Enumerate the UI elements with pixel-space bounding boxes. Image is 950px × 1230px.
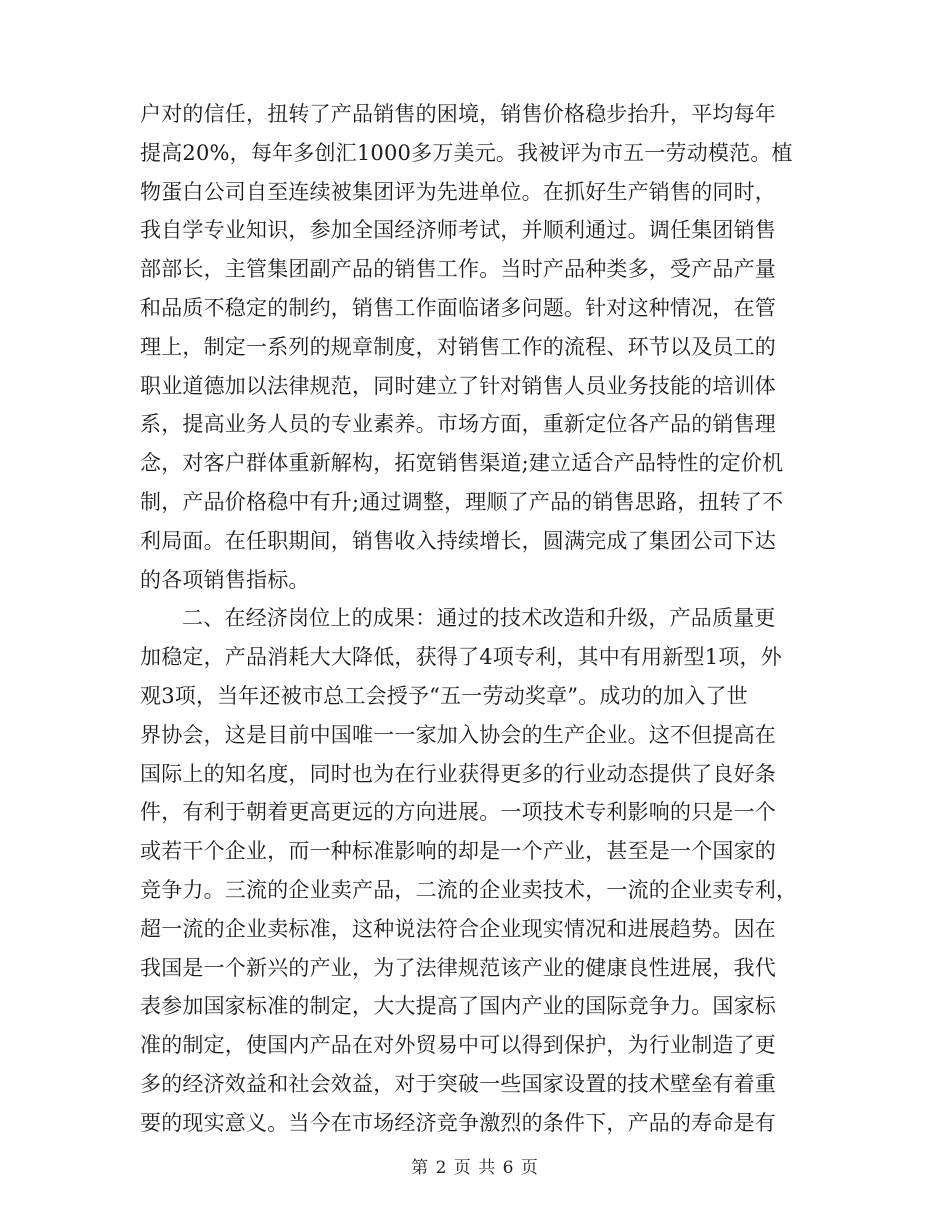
text-line: 系，提高业务人员的专业素养。市场方面，重新定位各产品的销售理 [140, 412, 776, 437]
text-line: 的各项销售指标。 [140, 567, 310, 592]
text-line: 我国是一个新兴的产业，为了法律规范该产业的健康良性进展，我代 [140, 955, 776, 980]
text-line: 多的经济效益和社会效益，对于突破一些国家设置的技术壁垒有着重 [140, 1071, 776, 1096]
text-line: 制，产品价格稳中有升;通过调整，理顺了产品的销售思路，扭转了不 [140, 489, 784, 514]
paragraph-1 [140, 95, 820, 599]
text-line: 物蛋白公司自至连续被集团评为先进单位。在抓好生产销售的同时， [140, 179, 776, 204]
text-line: 理上，制定一系列的规章制度，对销售工作的流程、环节以及员工的 [140, 334, 776, 359]
text-line: 加稳定，产品消耗大大降低，获得了4项专利，其中有用新型1项，外 [140, 645, 782, 670]
text-line: 准的制定，使国内产品在对外贸易中可以得到保护，为行业制造了更 [140, 1033, 776, 1058]
text-line: 利局面。在任职期间，销售收入持续增长，圆满完成了集团公司下达 [140, 528, 776, 553]
text-line: 职业道德加以法律规范，同时建立了针对销售人员业务技能的培训体 [140, 373, 776, 398]
text-line: 件，有利于朝着更高更远的方向进展。一项技术专利影响的只是一个 [140, 800, 776, 825]
text-line: 我自学专业知识，参加全国经济师考试，并顺利通过。调任集团销售 [140, 218, 776, 243]
text-line: 观3项，当年还被市总工会授予“五一劳动奖章”。成功的加入了世 [140, 683, 748, 708]
body-text [140, 95, 820, 1143]
text-line: 户对的信任，扭转了产品销售的困境，销售价格稳步抬升，平均每年 [140, 102, 776, 126]
paragraph-2 [140, 599, 820, 1142]
text-line: 二、在经济岗位上的成果：通过的技术改造和升级，产品质量更 [182, 606, 776, 631]
text-line: 超一流的企业卖标准，这种说法符合企业现实情况和进展趋势。因在 [140, 916, 776, 941]
text-line: 和品质不稳定的制约，销售工作面临诸多问题。针对这种情况，在管 [140, 295, 776, 320]
text-line: 国际上的知名度，同时也为在行业获得更多的行业动态提供了良好条 [140, 761, 776, 786]
text-line: 界协会，这是目前中国唯一一家加入协会的生产企业。这不但提高在 [140, 722, 776, 747]
text-line: 提高20%，每年多创汇1000多万美元。我被评为市五一劳动模范。植 [140, 140, 793, 165]
text-line: 或若干个企业，而一种标准影响的却是一个产业，甚至是一个国家的 [140, 839, 776, 864]
text-line: 表参加国家标准的制定，大大提高了国内产业的国际竞争力。国家标 [140, 994, 776, 1019]
text-line: 竞争力。三流的企业卖产品，二流的企业卖技术，一流的企业卖专利， [140, 877, 798, 902]
page-number-footer: 第 2 页 共 6 页 [411, 1158, 539, 1178]
text-line: 部部长，主管集团副产品的销售工作。当时产品种类多，受产品产量 [140, 257, 776, 282]
text-line: 要的现实意义。当今在市场经济竞争激烈的条件下，产品的寿命是有 [140, 1110, 776, 1135]
text-line: 念，对客户群体重新解构，拓宽销售渠道;建立适合产品特性的定价机 [140, 451, 784, 476]
